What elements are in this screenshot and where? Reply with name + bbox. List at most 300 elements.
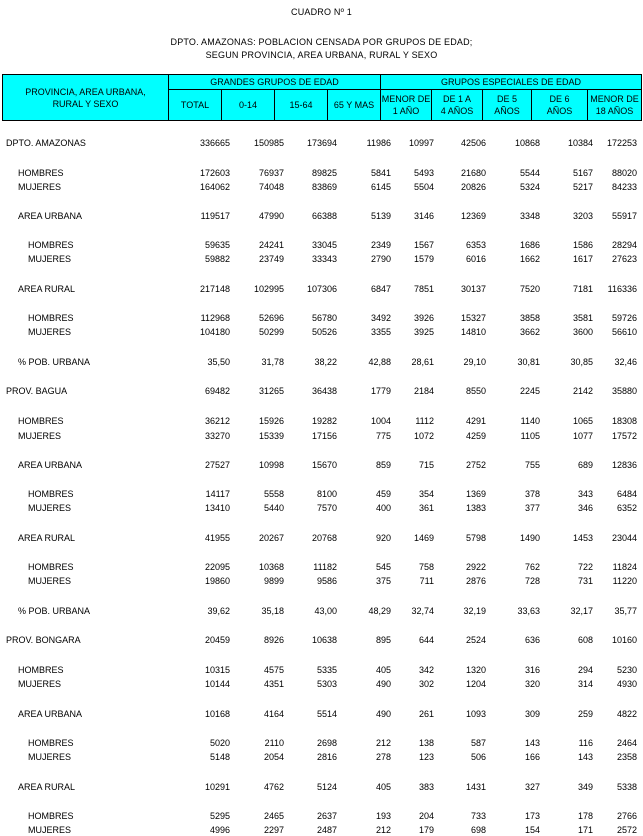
table-cell: 2487 (316, 825, 337, 835)
table-cell: 1567 (413, 240, 434, 250)
table-row (0, 708, 643, 720)
table-cell: 895 (375, 635, 391, 645)
table-row (0, 575, 643, 587)
table-cell: 5440 (263, 503, 284, 513)
table-cell: 377 (524, 503, 540, 513)
table-cell: 31265 (258, 386, 284, 396)
table-cell: 2922 (465, 562, 486, 572)
table-cell: 76937 (258, 168, 284, 178)
table-cell: 2816 (316, 752, 337, 762)
table-row (0, 253, 643, 265)
table-cell: 30,81 (517, 357, 540, 367)
table-cell: 5338 (616, 782, 637, 792)
table-cell: 50299 (258, 327, 284, 337)
table-cell: 24241 (258, 240, 284, 250)
table-cell: 59726 (611, 313, 637, 323)
column-header-line-2: 18 AÑOS (595, 106, 634, 116)
header-group-grandes: GRANDES GRUPOS DE EDAD (169, 75, 381, 90)
table-cell: 5841 (370, 168, 391, 178)
table-cell: 2876 (465, 576, 486, 586)
table-cell: 722 (577, 562, 593, 572)
table-cell: 2698 (316, 738, 337, 748)
table-cell: 84233 (611, 182, 637, 192)
table-cell: 5020 (209, 738, 230, 748)
table-cell: 33045 (311, 240, 337, 250)
column-header-line-1: DE 1 A (443, 94, 472, 104)
table-cell: 8550 (465, 386, 486, 396)
table-cell: 728 (524, 576, 540, 586)
table-cell: 7570 (316, 503, 337, 513)
table-cell: 59882 (204, 254, 230, 264)
table-row (0, 210, 643, 222)
table-cell: 490 (375, 709, 391, 719)
table-cell: 5493 (413, 168, 434, 178)
row-label: AREA URBANA (18, 709, 83, 719)
table-cell: 1431 (465, 782, 486, 792)
column-header-line-1: DE 5 (497, 94, 518, 104)
table-cell: 116336 (607, 284, 637, 294)
table-cell: 1072 (413, 431, 434, 441)
table-cell: 6353 (465, 240, 486, 250)
table-cell: 302 (418, 679, 434, 689)
row-label: HOMBRES (28, 313, 74, 323)
table-cell: 41955 (204, 533, 230, 543)
table-cell: 545 (375, 562, 391, 572)
table-cell: 10868 (514, 138, 540, 148)
table-cell: 23749 (258, 254, 284, 264)
table-cell: 102995 (253, 284, 284, 294)
table-cell: 3355 (370, 327, 391, 337)
row-label: HOMBRES (28, 562, 74, 572)
table-cell: 715 (418, 460, 434, 470)
table-cell: 10638 (311, 635, 337, 645)
table-row (0, 167, 643, 179)
table-cell: 212 (375, 738, 391, 748)
table-cell: 20768 (311, 533, 337, 543)
table-cell: 18308 (611, 416, 637, 426)
table-row (0, 751, 643, 763)
table-cell: 14810 (460, 327, 486, 337)
table-cell: 5335 (316, 665, 337, 675)
table-cell: 5167 (572, 168, 593, 178)
table-cell: 3926 (413, 313, 434, 323)
table-cell: 11182 (313, 562, 337, 572)
table-cell: 3146 (413, 211, 434, 221)
table-cell: 2465 (263, 811, 284, 821)
table-cell: 314 (577, 679, 593, 689)
table-cell: 32,74 (411, 606, 434, 616)
table-cell: 459 (375, 489, 391, 499)
table-cell: 173694 (306, 138, 337, 148)
table-cell: 15670 (311, 460, 337, 470)
table-cell: 644 (418, 635, 434, 645)
table-cell: 143 (524, 738, 540, 748)
table-cell: 5514 (316, 709, 337, 719)
table-cell: 1469 (413, 533, 434, 543)
row-label: HOMBRES (28, 489, 74, 499)
table-cell: 608 (577, 635, 593, 645)
table-cell: 212 (375, 825, 391, 835)
table-cell: 5217 (572, 182, 593, 192)
row-label: % POB. URBANA (18, 357, 91, 367)
header-row-label-line-1: PROVINCIA, AREA URBANA, (25, 86, 146, 97)
table-cell: 10144 (204, 679, 230, 689)
table-cell: 28294 (611, 240, 637, 250)
table-cell: 89825 (311, 168, 337, 178)
table-cell: 8100 (316, 489, 337, 499)
table-cell: 1490 (519, 533, 540, 543)
table-row (0, 781, 643, 793)
row-label: HOMBRES (18, 665, 64, 675)
column-header-line-2: 1 AÑO (392, 106, 420, 116)
column-header-line-1: 0-14 (238, 100, 257, 110)
table-row (0, 532, 643, 544)
row-label: MUJERES (18, 679, 62, 689)
table-cell: 33270 (204, 431, 230, 441)
row-label: HOMBRES (28, 738, 74, 748)
table-cell: 35,18 (261, 606, 284, 616)
table-title-line-1: DPTO. AMAZONAS: POBLACION CENSADA POR GRUPOS DE EDAD; (170, 37, 473, 47)
table-cell: 48,29 (368, 606, 391, 616)
table-cell: 6484 (616, 489, 637, 499)
table-cell: 20459 (204, 635, 230, 645)
table-cell: 506 (470, 752, 486, 762)
table-cell: 8926 (263, 635, 284, 645)
row-label: % POB. URBANA (18, 606, 91, 616)
table-cell: 69482 (204, 386, 230, 396)
table-cell: 320 (524, 679, 540, 689)
column-header-line-2: 4 AÑOS (440, 106, 474, 116)
table-cell: 2464 (616, 738, 637, 748)
table-cell: 3581 (572, 313, 593, 323)
table-cell: 12836 (611, 460, 637, 470)
row-label: MUJERES (28, 825, 72, 835)
table-cell: 56780 (311, 313, 337, 323)
table-cell: 6016 (465, 254, 486, 264)
table-cell: 166 (524, 752, 540, 762)
row-label: AREA RURAL (18, 284, 76, 294)
table-cell: 278 (375, 752, 391, 762)
table-cell: 55917 (611, 211, 637, 221)
table-cell: 172253 (606, 138, 637, 148)
row-label: HOMBRES (28, 811, 74, 821)
table-cell: 4822 (616, 709, 637, 719)
table-cell: 336665 (199, 138, 230, 148)
table-cell: 4164 (263, 709, 284, 719)
table-cell: 56610 (611, 327, 637, 337)
table-cell: 15339 (258, 431, 284, 441)
table-cell: 150985 (253, 138, 284, 148)
table-cell: 3492 (370, 313, 391, 323)
table-cell: 43,00 (314, 606, 337, 616)
table-cell: 36212 (204, 416, 230, 426)
table-cell: 342 (418, 665, 434, 675)
table-cell: 59635 (204, 240, 230, 250)
table-cell: 4259 (465, 431, 486, 441)
table-cell: 172603 (199, 168, 230, 178)
row-label: AREA URBANA (18, 460, 83, 470)
table-cell: 762 (524, 562, 540, 572)
table-cell: 10384 (567, 138, 593, 148)
table-cell: 31,78 (261, 357, 284, 367)
table-row (0, 605, 643, 617)
table-number: CUADRO Nº 1 (291, 7, 352, 17)
table-row (0, 488, 643, 500)
table-cell: 10291 (204, 782, 230, 792)
table-cell: 4930 (616, 679, 637, 689)
table-cell: 378 (524, 489, 540, 499)
table-cell: 689 (577, 460, 593, 470)
table-row (0, 737, 643, 749)
table-cell: 5139 (370, 211, 391, 221)
table-cell: 10368 (258, 562, 284, 572)
table-cell: 731 (577, 576, 593, 586)
table-cell: 2110 (264, 738, 284, 748)
table-cell: 1662 (519, 254, 540, 264)
table-cell: 42,88 (368, 357, 391, 367)
column-header-line-2: AÑOS (494, 106, 520, 116)
row-label: DPTO. AMAZONAS (6, 138, 86, 148)
table-cell: 22095 (204, 562, 230, 572)
row-label: MUJERES (28, 254, 72, 264)
table-cell: 587 (470, 738, 486, 748)
table-cell: 261 (418, 709, 434, 719)
table-cell: 138 (418, 738, 434, 748)
table-cell: 1112 (415, 416, 434, 426)
table-row (0, 561, 643, 573)
table-row (0, 824, 643, 836)
table-cell: 4575 (263, 665, 284, 675)
table-row (0, 678, 643, 690)
table-cell: 15926 (258, 416, 284, 426)
table-cell: 23044 (611, 533, 637, 543)
table-row (0, 239, 643, 251)
table-row (0, 664, 643, 676)
table-row (0, 459, 643, 471)
row-label: AREA RURAL (18, 533, 76, 543)
table-cell: 309 (524, 709, 540, 719)
table-cell: 2572 (616, 825, 637, 835)
table-cell: 9899 (263, 576, 284, 586)
table-cell: 316 (524, 665, 540, 675)
table-cell: 10168 (204, 709, 230, 719)
table-cell: 35880 (611, 386, 637, 396)
table-cell: 10998 (258, 460, 284, 470)
table-cell: 32,17 (570, 606, 593, 616)
row-label: MUJERES (28, 752, 72, 762)
table-cell: 83869 (311, 182, 337, 192)
table-cell: 3348 (519, 211, 540, 221)
table-cell: 490 (375, 679, 391, 689)
table-cell: 13410 (204, 503, 230, 513)
table-cell: 3203 (572, 211, 593, 221)
table-cell: 346 (577, 503, 593, 513)
table-cell: 164062 (199, 182, 230, 192)
table-cell: 3662 (519, 327, 540, 337)
table-title-line-2: SEGUN PROVINCIA, AREA URBANA, RURAL Y SEXO (205, 50, 438, 60)
table-cell: 3925 (413, 327, 434, 337)
table-cell: 2752 (465, 460, 486, 470)
column-header-line-1: 15-64 (289, 100, 313, 110)
table-cell: 343 (577, 489, 593, 499)
table-cell: 173 (524, 811, 540, 821)
table-cell: 38,22 (314, 357, 337, 367)
table-cell: 7181 (572, 284, 593, 294)
table-cell: 361 (418, 503, 434, 513)
table-cell: 2297 (263, 825, 284, 835)
table-cell: 143 (577, 752, 593, 762)
table-cell: 178 (577, 811, 593, 821)
table-cell: 259 (577, 709, 593, 719)
table-cell: 204 (418, 811, 434, 821)
row-label: PROV. BONGARA (6, 635, 81, 645)
table-cell: 755 (524, 460, 540, 470)
table-row (0, 326, 643, 338)
table-row (0, 181, 643, 193)
table-cell: 39,62 (207, 606, 230, 616)
table-cell: 32,19 (463, 606, 486, 616)
table-cell: 2790 (370, 254, 391, 264)
table-cell: 349 (577, 782, 593, 792)
table-cell: 116 (578, 738, 593, 748)
table-cell: 20826 (460, 182, 486, 192)
table-cell: 698 (470, 825, 486, 835)
table-cell: 2184 (413, 386, 434, 396)
table-cell: 10315 (204, 665, 230, 675)
table-cell: 33343 (311, 254, 337, 264)
table-cell: 179 (418, 825, 434, 835)
table-cell: 405 (375, 665, 391, 675)
table-cell: 27623 (611, 254, 637, 264)
table-cell: 20267 (258, 533, 284, 543)
table-row (0, 283, 643, 295)
table-cell: 5295 (209, 811, 230, 821)
table-cell: 33,63 (517, 606, 540, 616)
table-cell: 104180 (199, 327, 230, 337)
table-cell: 1093 (465, 709, 486, 719)
column-header-line-1: DE 6 (549, 94, 570, 104)
table-cell: 10160 (611, 635, 637, 645)
table-cell: 9586 (316, 576, 337, 586)
row-label: HOMBRES (18, 168, 64, 178)
table-cell: 6145 (370, 182, 391, 192)
table-cell: 47990 (258, 211, 284, 221)
table-cell: 11220 (612, 576, 637, 586)
table-cell: 1105 (520, 431, 540, 441)
table-cell: 383 (418, 782, 434, 792)
table-cell: 3600 (572, 327, 593, 337)
table-cell: 5544 (519, 168, 540, 178)
table-cell: 123 (418, 752, 434, 762)
table-cell: 5324 (519, 182, 540, 192)
table-cell: 35,77 (614, 606, 637, 616)
table-cell: 10997 (408, 138, 434, 148)
table-cell: 52696 (258, 313, 284, 323)
table-cell: 171 (577, 825, 593, 835)
table-cell: 28,61 (411, 357, 434, 367)
table-cell: 14117 (205, 489, 230, 499)
table-cell: 1369 (465, 489, 486, 499)
table-cell: 5504 (413, 182, 434, 192)
table-cell: 4351 (263, 679, 284, 689)
row-label: HOMBRES (18, 416, 64, 426)
table-cell: 5230 (616, 665, 637, 675)
table-cell: 1579 (413, 254, 434, 264)
table-cell: 4996 (209, 825, 230, 835)
table-cell: 7851 (413, 284, 434, 294)
table-cell: 5798 (465, 533, 486, 543)
table-cell: 32,46 (614, 357, 637, 367)
table-cell: 30,85 (570, 357, 593, 367)
row-label: MUJERES (28, 503, 72, 513)
table-cell: 6352 (616, 503, 637, 513)
table-cell: 19282 (311, 416, 337, 426)
table-row (0, 385, 643, 397)
table-cell: 6847 (370, 284, 391, 294)
table-cell: 5558 (263, 489, 284, 499)
table-cell: 327 (524, 782, 540, 792)
table-cell: 4762 (263, 782, 284, 792)
table-cell: 17156 (311, 431, 337, 441)
column-header-line-2: AÑOS (546, 106, 573, 116)
table-cell: 400 (375, 503, 391, 513)
table-cell: 17572 (611, 431, 637, 441)
table-cell: 1686 (519, 240, 540, 250)
table-cell: 12369 (460, 211, 486, 221)
table-cell: 775 (375, 431, 391, 441)
table-cell: 4291 (465, 416, 486, 426)
column-header-line-1: MENOR DE (381, 94, 431, 104)
header-group-especiales: GRUPOS ESPECIALES DE EDAD (381, 75, 642, 90)
row-label: MUJERES (18, 182, 62, 192)
table-row (0, 810, 643, 822)
table-cell: 2054 (263, 752, 284, 762)
table-cell: 2358 (616, 752, 637, 762)
table-cell: 2524 (465, 635, 486, 645)
table-cell: 88020 (611, 168, 637, 178)
table-cell: 30137 (460, 284, 486, 294)
table-cell: 19860 (204, 576, 230, 586)
column-header-line-1: TOTAL (180, 100, 210, 110)
table-cell: 1320 (465, 665, 486, 675)
table-cell: 920 (375, 533, 391, 543)
table-cell: 733 (470, 811, 486, 821)
row-label: PROV. BAGUA (6, 386, 68, 396)
table-cell: 119517 (200, 211, 230, 221)
table-cell: 7520 (519, 284, 540, 294)
row-label: MUJERES (28, 327, 72, 337)
table-cell: 1065 (572, 416, 593, 426)
table-row (0, 430, 643, 442)
table-cell: 11824 (612, 562, 637, 572)
table-cell: 66388 (311, 211, 337, 221)
table-cell: 35,50 (207, 357, 230, 367)
table-cell: 1004 (370, 416, 391, 426)
table-cell: 859 (375, 460, 391, 470)
table-cell: 217148 (199, 284, 230, 294)
table-row (0, 634, 643, 646)
header-row-label-line-2: RURAL Y SEXO (52, 98, 119, 109)
table-cell: 1617 (572, 254, 593, 264)
table-cell: 1453 (572, 533, 593, 543)
table-row (0, 312, 643, 324)
table-cell: 1204 (465, 679, 486, 689)
table-cell: 405 (375, 782, 391, 792)
table-cell: 294 (577, 665, 593, 675)
table-cell: 5124 (316, 782, 337, 792)
row-label: MUJERES (18, 431, 62, 441)
table-cell: 354 (418, 489, 434, 499)
